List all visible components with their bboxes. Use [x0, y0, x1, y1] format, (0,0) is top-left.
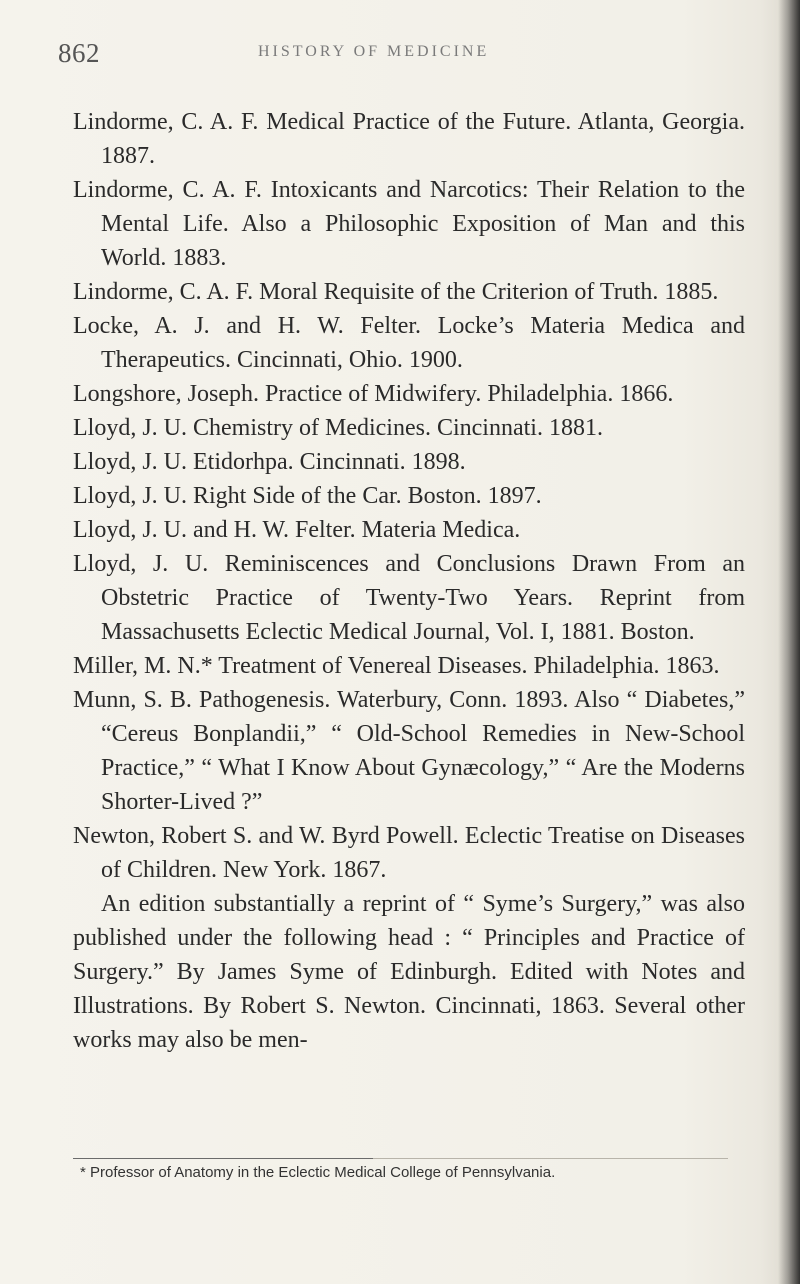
bibliography-entry: Lindorme, C. A. F. Medical Practice of the Future. Atlanta, Georgia. 1887.: [73, 109, 745, 169]
running-head: HISTORY OF MEDICINE: [258, 43, 490, 60]
bibliography-entry: Miller, M. N.* Treatment of Venereal Diseases. Philadelphia. 1863.: [73, 653, 720, 679]
bibliography-entry: Lindorme, C. A. F. Intoxicants and Narcotics: Their Relation to the Mental Life. Also a Philosophic Exposition of Man and this World. 1883.: [73, 177, 745, 271]
bibliography-entry: Munn, S. B. Pathogenesis. Waterbury, Conn. 1893. Also “ Diabetes,” “Cereus Bonplandii,” “ Old-School Remedies in New-School Practice,” “ What I Know About Gynæcology,” “ Are the Moderns Shorter-Lived ?”: [73, 687, 745, 815]
bibliography-list: [73, 105, 745, 1057]
footnote: * Professor of Anatomy in the Eclectic Medical College of Pennsylvania.: [80, 1164, 556, 1181]
body-paragraph: An edition substantially a reprint of “ Syme’s Surgery,” was also published under the following head : “ Principles and Practice of Surgery.” By James Syme of Edinburgh. Edited with Notes and Illustrations. By Robert S. Newton. Cincinnati, 1863. Several other works may also be men-: [73, 891, 745, 1053]
bibliography-entry: Locke, A. J. and H. W. Felter. Locke’s Materia Medica and Therapeutics. Cincinnati, Ohio. 1900.: [73, 313, 745, 373]
page-number: 862: [58, 38, 100, 68]
bibliography-entry: Lloyd, J. U. Right Side of the Car. Boston. 1897.: [73, 483, 542, 509]
bibliography-entry: Longshore, Joseph. Practice of Midwifery. Philadelphia. 1866.: [73, 381, 674, 407]
bibliography-entry: Lloyd, J. U. Etidorhpa. Cincinnati. 1898.: [73, 449, 466, 475]
bibliography-entry: Lindorme, C. A. F. Moral Requisite of the Criterion of Truth. 1885.: [73, 279, 719, 305]
bibliography-entry: Lloyd, J. U. Chemistry of Medicines. Cincinnati. 1881.: [73, 415, 603, 441]
bibliography-entry: Newton, Robert S. and W. Byrd Powell. Eclectic Treatise on Diseases of Children. New York. 1867.: [73, 823, 745, 883]
bibliography-entry: Lloyd, J. U. Reminiscences and Conclusions Drawn From an Obstetric Practice of Twenty-Two Years. Reprint from Massachusetts Eclectic Medical Journal, Vol. I, 1881. Boston.: [73, 551, 745, 645]
bibliography-entry: Lloyd, J. U. and H. W. Felter. Materia Medica.: [73, 517, 521, 543]
page-edge-shadow: [778, 0, 800, 1284]
page-header: [58, 38, 758, 78]
footnote-divider: [73, 1158, 373, 1159]
footnote-divider-faint: [373, 1158, 728, 1159]
